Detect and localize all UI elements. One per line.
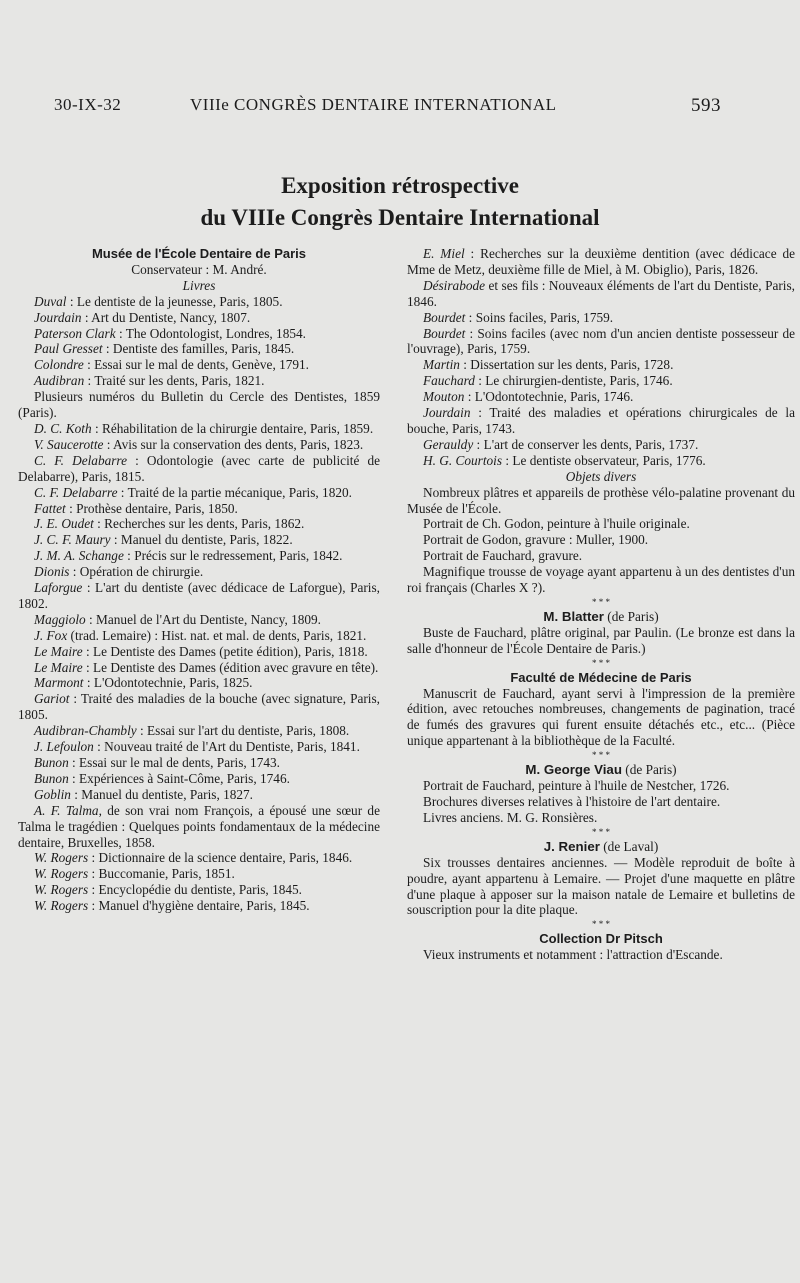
title-line-1: Exposition rétrospective <box>281 173 519 198</box>
book-author: W. Rogers <box>34 882 89 898</box>
book-entry <box>407 326 795 358</box>
book-author: Bourdet <box>423 325 466 341</box>
book-details: : Réhabilitation de la chirurgie dentaire, Paris, 1859. <box>91 420 374 436</box>
book-entry <box>18 644 380 660</box>
renier-text: Six trousses dentaires anciennes. — Modèle reproduit de boîte à poudre, ayant appartenu à Lemaire. — Projet d'une maquette en plâtre d'une plaque à apposer sur la maison natale de Lemaire et bulletins de souscription pour la dite plaque. <box>407 854 795 918</box>
book-details: : Avis sur la conservation des dents, Paris, 1823. <box>103 436 364 452</box>
book-author: Bunon <box>34 770 69 786</box>
book-entry <box>18 532 380 548</box>
objet-item: Portrait de Ch. Godon, peinture à l'huile originale. <box>423 516 690 532</box>
book-entry <box>18 548 380 564</box>
book-details: : Manuel du dentiste, Paris, 1822. <box>110 532 293 548</box>
book-author: J. Fox <box>34 627 68 643</box>
book-entry <box>18 580 380 612</box>
book-entry <box>407 246 795 278</box>
pitsch-text: Vieux instruments et notamment : l'attraction d'Escande. <box>423 947 723 963</box>
book-author: Jourdain <box>34 309 82 325</box>
museum-heading: Musée de l'École Dentaire de Paris <box>91 246 307 261</box>
book-entry <box>18 389 380 421</box>
book-entry <box>18 882 380 898</box>
book-details: : L'Odontotechnie, Paris, 1825. <box>83 675 253 691</box>
objets-subheading: Objets divers <box>565 468 637 484</box>
book-entry <box>18 691 380 723</box>
book-details: : Le Dentiste des Dames (petite édition), Paris, 1818. <box>82 643 368 659</box>
viau-item: Livres anciens. M. G. Ronsières. <box>423 809 598 825</box>
book-details: : Recherches sur les dents, Paris, 1862. <box>93 516 305 532</box>
renier-name: J. Renier <box>543 838 600 854</box>
book-author: Mouton <box>423 389 465 405</box>
book-details: : Manuel d'hygiène dentaire, Paris, 1845. <box>88 898 310 914</box>
page-number: 593 <box>691 95 721 116</box>
book-entry <box>18 628 380 644</box>
section-separator: * * * <box>592 919 610 930</box>
objet-item: Nombreux plâtres et appareils de prothèse vélo-palatine provenant du Musée de l'École. <box>407 484 795 516</box>
book-details: (trad. Lemaire) : Hist. nat. et mal. de dents, Paris, 1821. <box>67 627 367 643</box>
section-separator: * * * <box>592 657 610 668</box>
book-details: : Expériences à Saint-Côme, Paris, 1746. <box>68 770 290 786</box>
book-entry <box>18 675 380 691</box>
book-details: : Le chirurgien-dentiste, Paris, 1746. <box>474 373 673 389</box>
book-details: et ses fils : Nouveaux éléments de l'art du Dentiste, Paris, 1846. <box>407 277 795 309</box>
header-date: 30-IX-32 <box>54 95 122 114</box>
book-details: : L'Odontotechnie, Paris, 1746. <box>464 389 634 405</box>
book-entry <box>18 771 380 787</box>
book-entry <box>18 850 380 866</box>
book-details: : Le dentiste observateur, Paris, 1776. <box>502 452 706 468</box>
book-details: : Prothèse dentaire, Paris, 1850. <box>65 500 238 516</box>
renier-place: (de Laval) <box>599 838 659 854</box>
book-details: : Essai sur l'art du dentiste, Paris, 1808. <box>136 723 350 739</box>
book-entry <box>407 357 795 373</box>
book-author: Bourdet <box>423 309 466 325</box>
book-author: Le Maire <box>34 643 83 659</box>
objet-item: Portrait de Godon, gravure : Muller, 1900. <box>423 532 649 548</box>
objet-item: Portrait de Fauchard, gravure. <box>423 548 583 564</box>
book-entry <box>407 437 795 453</box>
book-details: : Le dentiste de la jeunesse, Paris, 1805. <box>66 293 283 309</box>
book-entry <box>18 803 380 851</box>
right-column <box>407 246 795 963</box>
section-separator: * * * <box>592 596 610 607</box>
book-entry <box>18 421 380 437</box>
book-author: J. Lefoulon <box>34 739 94 755</box>
book-entry <box>18 866 380 882</box>
book-author: Désirabode <box>423 277 486 293</box>
book-author: Le Maire <box>34 659 83 675</box>
book-entry <box>18 564 380 580</box>
book-details: : Odontologie (avec carte de publicité de Delabarre), Paris, 1815. <box>18 452 380 484</box>
book-details: : Traité des maladies et opérations chirurgicales de la bouche, Paris, 1743. <box>407 405 795 436</box>
book-details: : Dentiste des familles, Paris, 1845. <box>102 341 295 357</box>
book-entry <box>18 660 380 676</box>
book-author: Fattet <box>34 500 66 516</box>
book-author: J. C. F. Maury <box>34 532 111 548</box>
book-entry <box>18 516 380 532</box>
book-entry <box>407 310 795 326</box>
book-details: : Traité des maladies de la bouche (avec signature, Paris, 1805. <box>18 691 380 723</box>
book-details: : Nouveau traité de l'Art du Dentiste, Paris, 1841. <box>93 739 360 755</box>
book-details: : Recherches sur la deuxième dentition (avec dédicace de Mme de Metz, deuxième fille de Miel, à M. Obiglio), Paris, 1826. <box>407 246 795 277</box>
book-details: : Traité de la partie mécanique, Paris, 1820. <box>117 484 352 500</box>
book-details: : Précis sur le redressement, Paris, 1842. <box>123 548 343 564</box>
book-entry <box>407 405 795 437</box>
book-entry <box>18 310 380 326</box>
book-author: W. Rogers <box>34 898 89 914</box>
book-entry <box>18 755 380 771</box>
book-details: : Soins faciles (avec nom d'un ancien dentiste possesseur de l'ouvrage), Paris, 1759. <box>407 325 795 357</box>
running-header <box>0 95 800 119</box>
book-entry <box>18 341 380 357</box>
book-details: : The Odontologist, Londres, 1854. <box>115 325 306 341</box>
blatter-text: Buste de Fauchard, plâtre original, par Paulin. (Le bronze est dans la salle d'honneur de l'École Dentaire de Paris.) <box>407 624 795 656</box>
book-details: , de son vrai nom François, a épousé une sœur de Talma le tragédien : Quelques points fondamentaux de la médecine dentaire, Bruxelles, 1858. <box>18 802 380 850</box>
book-author: H. G. Courtois <box>423 452 503 468</box>
book-details: : L'art de conserver les dents, Paris, 1737. <box>473 436 699 452</box>
viau-place: (de Paris) <box>621 762 677 778</box>
book-details: : Essai sur le mal de dents, Genève, 1791. <box>83 357 310 373</box>
book-author: J. E. Oudet <box>34 516 94 532</box>
book-author: Laforgue <box>34 580 83 596</box>
book-author: Gerauldy <box>423 436 474 452</box>
pitsch-heading: Collection Dr Pitsch <box>539 931 663 947</box>
book-author: C. F. Delabarre <box>34 484 118 500</box>
book-entry <box>407 278 795 310</box>
book-entry <box>18 787 380 803</box>
book-details: : Manuel du dentiste, Paris, 1827. <box>70 786 254 802</box>
book-details: : Opération de chirurgie. <box>69 564 204 580</box>
book-author: Goblin <box>34 786 71 802</box>
title-line-2: du VIIIe Congrès Dentaire International <box>200 205 600 230</box>
viau-name: M. George Viau <box>525 762 622 778</box>
book-entry <box>18 326 380 342</box>
book-author: Gariot <box>34 691 70 707</box>
book-author: W. Rogers <box>34 850 89 866</box>
book-details: : Le Dentiste des Dames (édition avec gravure en tête). <box>82 659 379 675</box>
book-details: : L'art du dentiste (avec dédicace de Laforgue), Paris, 1802. <box>18 580 380 611</box>
book-entry <box>18 898 380 914</box>
book-author: A. F. Talma <box>34 802 99 818</box>
book-author: C. F. Delabarre <box>34 452 127 468</box>
book-details: : Art du Dentiste, Nancy, 1807. <box>81 309 251 325</box>
book-details: : Traité sur les dents, Paris, 1821. <box>84 373 265 389</box>
book-details: Plusieurs numéros du Bulletin du Cercle des Dentistes, 1859 (Paris). <box>18 389 380 421</box>
objet-item: Magnifique trousse de voyage ayant appartenu à un des dentistes d'un roi français (Charles X ?). <box>407 564 795 596</box>
book-entry <box>18 739 380 755</box>
book-author: J. M. A. Schange <box>34 548 124 564</box>
right-book-list <box>407 246 795 469</box>
page-title <box>0 170 800 234</box>
book-entry <box>18 373 380 389</box>
section-separator: * * * <box>592 750 610 761</box>
viau-item: Portrait de Fauchard, peinture à l'huile de Nestcher, 1726. <box>423 778 730 794</box>
header-running-title: VIIIe CONGRÈS DENTAIRE INTERNATIONAL <box>190 95 557 114</box>
viau-heading <box>407 762 795 778</box>
book-author: Dionis <box>34 564 70 580</box>
book-entry <box>18 485 380 501</box>
book-entry <box>18 453 380 485</box>
book-entry <box>407 453 795 469</box>
book-author: Maggiolo <box>34 611 86 627</box>
faculte-heading: Faculté de Médecine de Paris <box>510 669 692 685</box>
books-subheading: Livres <box>182 277 216 293</box>
book-entry <box>18 294 380 310</box>
book-details: : Soins faciles, Paris, 1759. <box>465 309 614 325</box>
book-author: W. Rogers <box>34 866 89 882</box>
book-author: D. C. Koth <box>34 420 92 436</box>
book-author: Martin <box>423 357 460 373</box>
viau-list <box>407 778 795 826</box>
viau-item: Brochures diverses relatives à l'histoire de l'art dentaire. <box>423 794 721 809</box>
book-details: : Dissertation sur les dents, Paris, 1728. <box>459 357 674 373</box>
book-entry <box>18 357 380 373</box>
book-entry <box>18 501 380 517</box>
book-author: V. Saucerotte <box>34 436 104 452</box>
book-author: Fauchard <box>423 373 475 389</box>
book-author: Paterson Clark <box>34 325 116 341</box>
book-author: Audibran <box>34 373 85 389</box>
blatter-name: M. Blatter <box>543 608 604 624</box>
renier-heading <box>407 839 795 855</box>
book-author: Paul Gresset <box>34 341 103 357</box>
left-book-list <box>18 294 380 914</box>
book-details: : Dictionnaire de la science dentaire, Paris, 1846. <box>88 850 353 866</box>
book-author: Bunon <box>34 755 69 770</box>
curator-line: Conservateur : M. André. <box>131 261 267 277</box>
left-column <box>18 246 380 914</box>
book-details: : Manuel de l'Art du Dentiste, Nancy, 1809. <box>85 611 322 627</box>
book-entry <box>407 389 795 405</box>
book-author: Duval <box>34 293 67 309</box>
book-author: Marmont <box>34 675 84 691</box>
book-entry <box>18 612 380 628</box>
book-entry <box>18 437 380 453</box>
book-details: : Buccomanie, Paris, 1851. <box>88 866 235 882</box>
blatter-place: (de Paris) <box>603 608 659 624</box>
book-author: Colondre <box>34 357 84 373</box>
book-author: Jourdain <box>423 405 471 421</box>
book-details: : Encyclopédie du dentiste, Paris, 1845. <box>88 882 303 898</box>
section-separator: * * * <box>592 826 610 837</box>
blatter-heading <box>407 609 795 625</box>
objets-list <box>407 485 795 596</box>
book-entry <box>407 373 795 389</box>
book-author: Audibran-Chambly <box>34 723 137 739</box>
faculte-text: Manuscrit de Fauchard, ayant servi à l'impression de la première édition, avec retouches nombreuses, changements de pagination, tracé de fumés des gravures qui furent ensuite détachés etc., etc... (Pièce unique appartenant à la bibliothèque de la Faculté. <box>407 685 795 749</box>
book-entry <box>18 723 380 739</box>
book-details: : Essai sur le mal de dents, Paris, 1743. <box>68 755 280 770</box>
book-author: E. Miel <box>423 246 465 261</box>
